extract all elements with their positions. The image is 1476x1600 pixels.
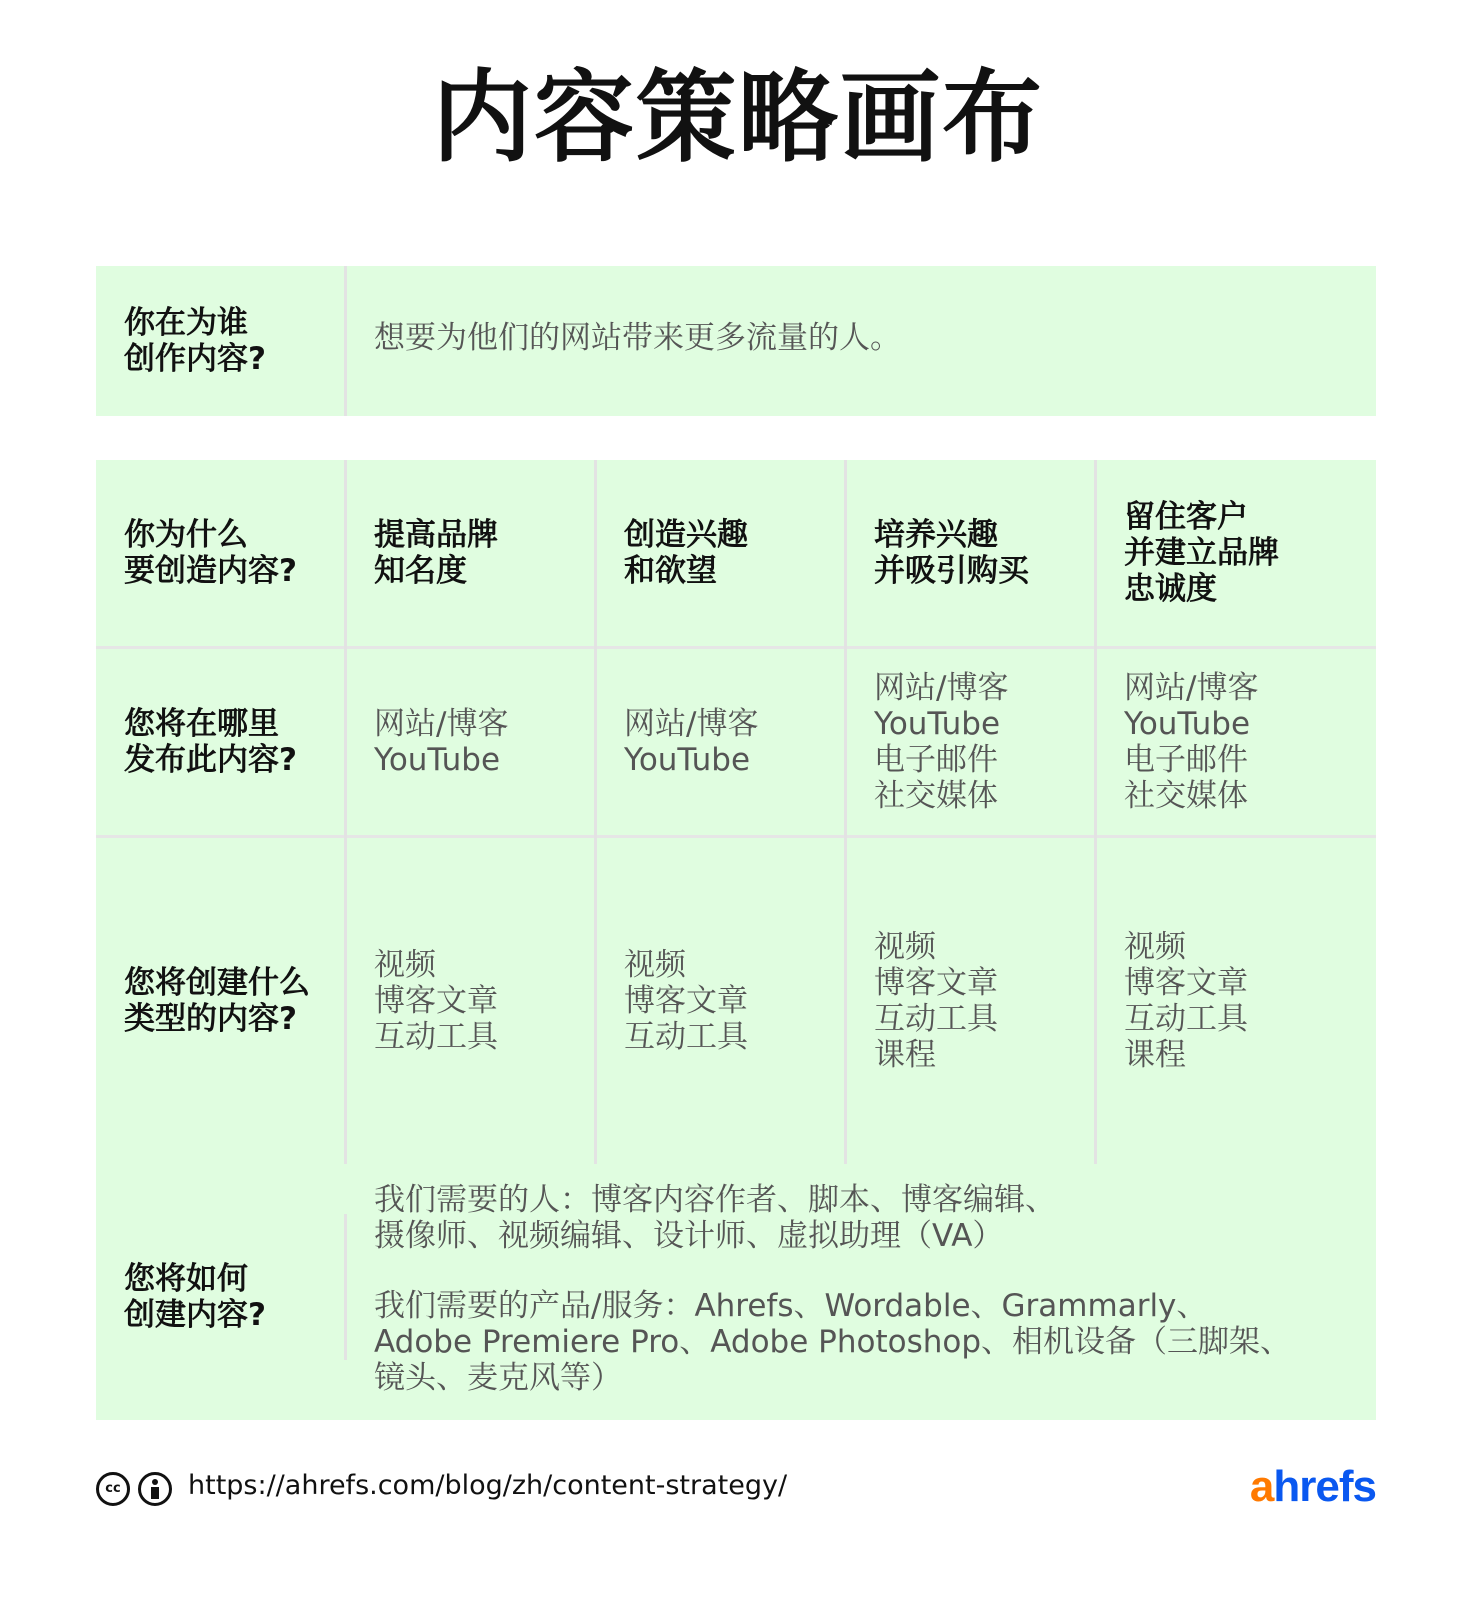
- divider: [844, 460, 847, 1164]
- type-cell: 视频 博客文章 互动工具 课程: [1124, 929, 1248, 1073]
- divider: [344, 460, 347, 1164]
- type-cell: 视频 博客文章 互动工具 课程: [874, 929, 998, 1073]
- who-answer: 想要为他们的网站带来更多流量的人。: [374, 320, 901, 356]
- channel-cell: 网站/博客 YouTube: [374, 706, 509, 778]
- footer: [96, 1462, 1376, 1518]
- goal-cell: 提高品牌 知名度: [374, 517, 498, 589]
- goal-cell: 留住客户 并建立品牌 忠诚度: [1124, 499, 1279, 607]
- ahrefs-logo: ahrefs: [1249, 1462, 1376, 1511]
- strategy-grid: [96, 460, 1376, 1420]
- channel-cell: 网站/博客 YouTube 电子邮件 社交媒体: [874, 670, 1009, 814]
- how-answer: 我们需要的人：博客内容作者、脚本、博客编辑、 摄像师、视频编辑、设计师、虚拟助理（VA） 我们需要的产品/服务：Ahrefs、Wordable、Grammarly、 Adobe Premiere Pro、Adobe Photoshop、相机设备（三脚架、 镜头、麦克风等）: [374, 1182, 1292, 1396]
- creative-commons-icon: cc: [96, 1472, 130, 1506]
- type-cell: 视频 博客文章 互动工具: [374, 947, 498, 1055]
- who-question: 你在为谁 创作内容?: [124, 305, 266, 377]
- divider: [1094, 460, 1097, 1164]
- page-title: 内容策略画布: [432, 59, 1044, 176]
- why-question: 你为什么 要创造内容?: [124, 517, 297, 589]
- who-panel: [96, 266, 1376, 416]
- why-row: [96, 460, 1376, 646]
- goal-cell: 培养兴趣 并吸引购买: [874, 517, 1029, 589]
- goal-cell: 创造兴趣 和欲望: [624, 517, 748, 589]
- where-row: [96, 649, 1376, 835]
- type-cell: 视频 博客文章 互动工具: [624, 947, 748, 1055]
- attribution-icon: [138, 1472, 172, 1506]
- divider: [594, 460, 597, 1164]
- channel-cell: 网站/博客 YouTube: [624, 706, 759, 778]
- where-question: 您将在哪里 发布此内容?: [124, 706, 297, 778]
- what-row: [96, 838, 1376, 1164]
- source-url[interactable]: https://ahrefs.com/blog/zh/content-strategy/: [188, 1470, 788, 1501]
- how-question: 您将如何 创建内容?: [124, 1261, 266, 1333]
- channel-cell: 网站/博客 YouTube 电子邮件 社交媒体: [1124, 670, 1259, 814]
- what-question: 您将创建什么 类型的内容?: [124, 965, 310, 1037]
- how-row: [96, 1164, 1376, 1420]
